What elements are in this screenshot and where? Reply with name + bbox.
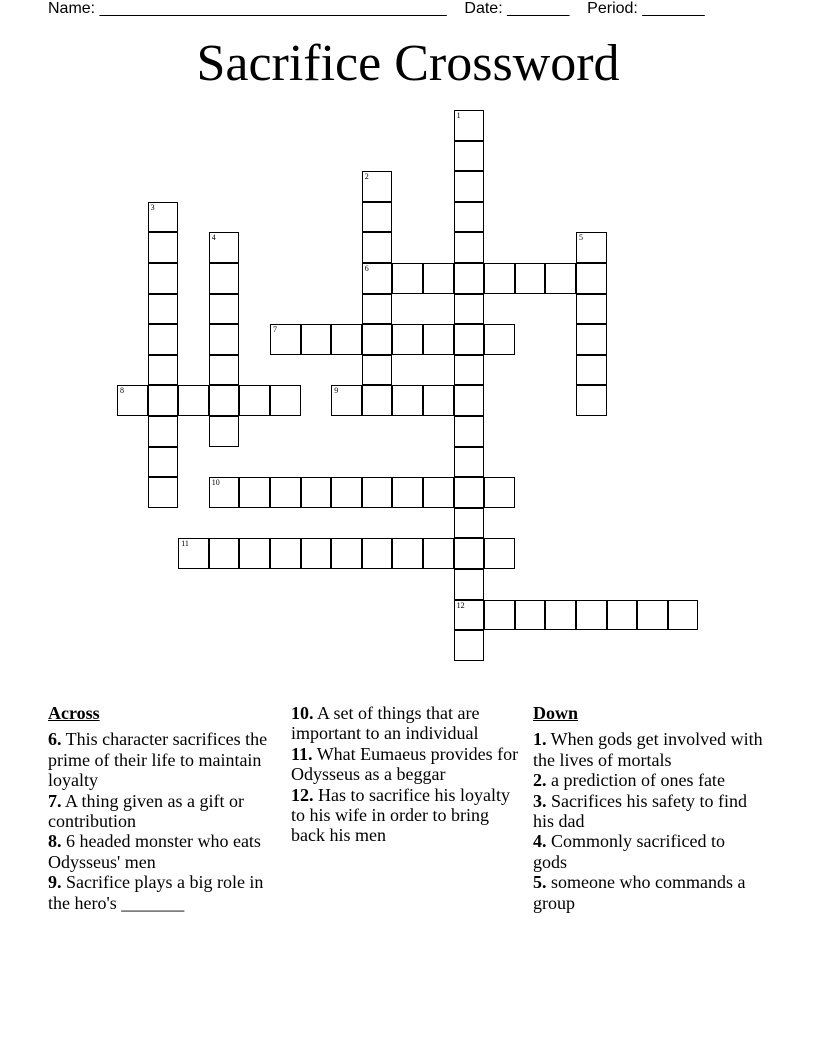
grid-cell[interactable] <box>454 416 485 447</box>
grid-cell[interactable] <box>148 294 179 325</box>
grid-cell[interactable] <box>301 324 332 355</box>
clue-across-9: 9. Sacrifice plays a big role in the hero's _______ <box>48 872 264 913</box>
grid-cell[interactable] <box>423 538 454 569</box>
grid-cell[interactable] <box>270 477 301 508</box>
grid-cell[interactable] <box>148 263 179 294</box>
name-blank[interactable]: _______________________________________ <box>99 0 447 17</box>
grid-cell[interactable] <box>270 324 301 355</box>
grid-cell[interactable] <box>607 600 638 631</box>
grid-cell[interactable] <box>209 324 240 355</box>
grid-cell[interactable] <box>576 294 607 325</box>
grid-cell[interactable] <box>178 385 209 416</box>
grid-cell[interactable] <box>392 385 423 416</box>
clue-number: 4 <box>211 233 216 243</box>
grid-cell[interactable] <box>117 385 148 416</box>
grid-cell[interactable] <box>484 324 515 355</box>
grid-cell[interactable] <box>209 385 240 416</box>
grid-cell[interactable] <box>392 324 423 355</box>
grid-cell[interactable] <box>454 569 485 600</box>
grid-cell[interactable] <box>515 263 546 294</box>
grid-cell[interactable] <box>209 294 240 325</box>
grid-cell[interactable] <box>239 385 270 416</box>
grid-cell[interactable] <box>178 538 209 569</box>
grid-cell[interactable] <box>270 538 301 569</box>
grid-cell[interactable] <box>484 538 515 569</box>
grid-cell[interactable] <box>148 416 179 447</box>
grid-cell[interactable] <box>545 600 576 631</box>
name-label: Name: <box>48 0 100 17</box>
grid-cell[interactable] <box>392 263 423 294</box>
grid-cell[interactable] <box>148 385 179 416</box>
grid-cell[interactable] <box>454 294 485 325</box>
grid-cell[interactable] <box>270 385 301 416</box>
grid-cell[interactable] <box>515 600 546 631</box>
across-clues-column-1 <box>48 703 284 913</box>
grid-cell[interactable] <box>454 355 485 386</box>
clue-number: 7 <box>273 325 277 335</box>
grid-cell[interactable] <box>301 538 332 569</box>
down-clues-column <box>533 703 763 913</box>
grid-cell[interactable] <box>454 508 485 539</box>
grid-cell[interactable] <box>362 294 393 325</box>
grid-cell[interactable] <box>239 538 270 569</box>
grid-cell[interactable] <box>454 324 485 355</box>
grid-cell[interactable] <box>148 324 179 355</box>
grid-cell[interactable] <box>668 600 699 631</box>
clue-number: 12 <box>456 600 465 610</box>
grid-cell[interactable] <box>331 324 362 355</box>
grid-cell[interactable] <box>454 110 485 141</box>
grid-cell[interactable] <box>454 171 485 202</box>
grid-cell[interactable] <box>209 477 240 508</box>
clue-across-7: 7. A thing given as a gift or contribution <box>48 790 244 832</box>
grid-cell[interactable] <box>362 232 393 263</box>
clue-number: 8 <box>120 386 124 396</box>
grid-cell[interactable] <box>362 355 393 386</box>
grid-cell[interactable] <box>454 447 485 478</box>
clue-number: 2 <box>364 172 369 182</box>
grid-cell[interactable] <box>362 202 393 233</box>
grid-cell[interactable] <box>454 141 485 172</box>
across-heading: Across <box>48 703 100 723</box>
grid-cell[interactable] <box>148 232 179 263</box>
grid-cell[interactable] <box>454 202 485 233</box>
grid-cell[interactable] <box>576 324 607 355</box>
grid-cell[interactable] <box>331 538 362 569</box>
grid-cell[interactable] <box>454 477 485 508</box>
grid-cell[interactable] <box>484 477 515 508</box>
clue-across-6: 6. This character sacrifices the prime of their life to maintain loyalty <box>48 729 268 791</box>
clue-number: 11 <box>181 539 189 549</box>
date-blank[interactable]: _______ <box>507 0 570 17</box>
grid-cell[interactable] <box>148 447 179 478</box>
across-clues-column-2 <box>291 703 521 846</box>
down-heading: Down <box>533 703 579 723</box>
grid-cell[interactable] <box>454 630 485 661</box>
grid-cell[interactable] <box>209 263 240 294</box>
grid-cell[interactable] <box>454 538 485 569</box>
page-title: Sacrifice Crossword <box>196 35 620 92</box>
grid-cell[interactable] <box>576 263 607 294</box>
clue-number: 9 <box>334 386 339 396</box>
grid-cell[interactable] <box>576 600 607 631</box>
clue-number: 1 <box>456 111 461 120</box>
grid-cell[interactable] <box>239 477 270 508</box>
grid-cell[interactable] <box>148 477 179 508</box>
grid-cell[interactable] <box>362 324 393 355</box>
date-label: Date: <box>464 0 508 17</box>
grid-cell[interactable] <box>423 477 454 508</box>
grid-cell[interactable] <box>301 477 332 508</box>
clue-across-10: 10. A set of things that are important to an individual <box>291 703 480 744</box>
clue-across-11: 11. What Eumaeus provides for Odysseus as a beggar <box>291 743 519 785</box>
grid-cell[interactable] <box>148 202 179 233</box>
clue-down-5: 5. someone who commands a group <box>533 872 746 913</box>
clue-across-8: 8. 6 headed monster who eats Odysseus' men <box>48 831 261 872</box>
clue-down-3: 3. Sacrifices his safety to find his dad <box>533 790 747 832</box>
grid-cell[interactable] <box>637 600 668 631</box>
clue-number: 5 <box>579 233 583 243</box>
period-blank[interactable]: _______ <box>642 0 705 17</box>
clue-number: 3 <box>150 202 155 212</box>
grid-cell[interactable] <box>454 600 485 631</box>
grid-cell[interactable] <box>209 355 240 386</box>
grid-cell[interactable] <box>209 232 240 263</box>
grid-cell[interactable] <box>362 477 393 508</box>
grid-cell[interactable] <box>148 355 179 386</box>
clue-across-12: 12. Has to sacrifice his loyalty to his wife in order to bring back his men <box>291 784 510 846</box>
grid-cell[interactable] <box>392 538 423 569</box>
grid-cell[interactable] <box>423 263 454 294</box>
clue-down-1: 1. When gods get involved with the lives of mortals <box>533 729 763 770</box>
grid-cell[interactable] <box>209 416 240 447</box>
grid-cell[interactable] <box>454 263 485 294</box>
grid-cell[interactable] <box>484 263 515 294</box>
grid-cell[interactable] <box>576 385 607 416</box>
grid-cell[interactable] <box>545 263 576 294</box>
clue-down-2: 2. a prediction of ones fate <box>533 770 725 791</box>
grid-cell[interactable] <box>362 263 393 294</box>
grid-cell[interactable] <box>331 385 362 416</box>
clue-number: 6 <box>364 264 369 273</box>
grid-cell[interactable] <box>423 324 454 355</box>
grid-cell[interactable] <box>331 477 362 508</box>
period-label: Period: <box>587 0 643 17</box>
grid-cell[interactable] <box>423 385 454 416</box>
grid-cell[interactable] <box>576 232 607 263</box>
clue-number: 10 <box>211 478 220 488</box>
grid-cell[interactable] <box>392 477 423 508</box>
grid-cell[interactable] <box>484 600 515 631</box>
grid-cell[interactable] <box>362 171 393 202</box>
grid-cell[interactable] <box>362 538 393 569</box>
grid-cell[interactable] <box>454 232 485 263</box>
grid-cell[interactable] <box>576 355 607 386</box>
grid-cell[interactable] <box>362 385 393 416</box>
grid-cell[interactable] <box>454 385 485 416</box>
clue-down-4: 4. Commonly sacrificed to gods <box>533 831 725 872</box>
grid-cell[interactable] <box>209 538 240 569</box>
